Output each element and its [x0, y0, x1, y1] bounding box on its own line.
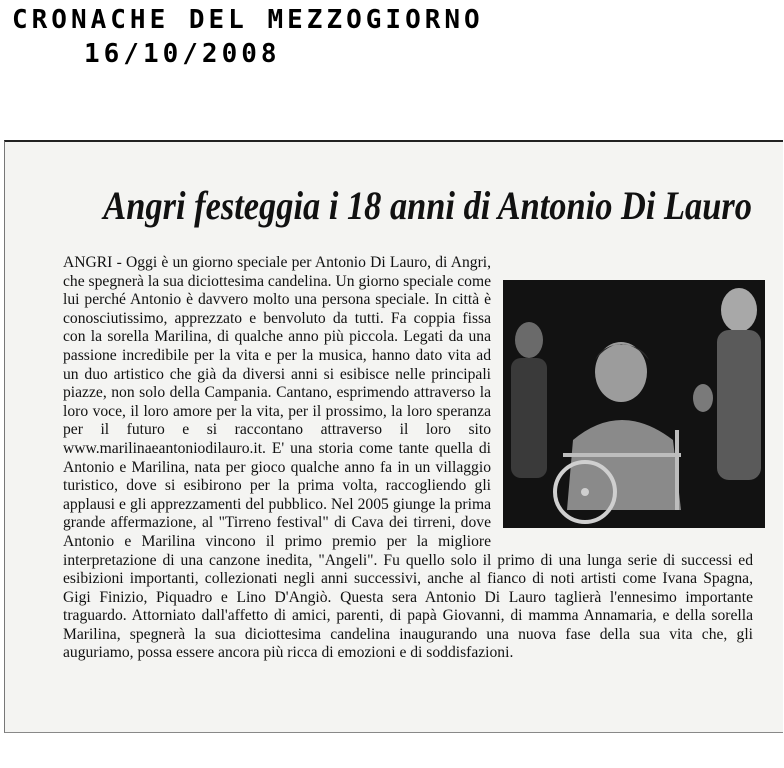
article-body: ANGRI - Oggi è un giorno speciale per Antonio Di Lauro, di Angri, che spegnerà la sua diciottesima candelina. Un giorno speciale come lui perché Antonio è davvero molto una persona speciale. In città è conosciutissimo, apprezzato e benvoluto da tutti. Fa coppia fissa con la sorella Marilina, di qualche anno più piccola. Legati da una passione incredibile per la vita e per la musica, hanno dato vita ad un duo artistico che già da diversi anni si esibisce nelle principali piazze, non solo della Campania. Cantano, esprimendo attraverso la loro voce, il loro amore per la vita, per il prossimo, la loro speranza per il futuro e si raccontano attraverso il loro sito www.marilinaeantoniodilauro.it. E' una storia come tante quella di Antonio e Marilina, nata per gioco qualche anno fa in un villaggio turistico, dove si esibirono per la prima volta, raccogliendo gli applausi e gli apprezzamenti del pubblico. Nel 2005 giunge la prima grande affermazione, al "Tirreno festival" di Cava dei tirreni, dove Antonio e Marilina vincono il primo premio per la migliore interpretazione di una canzone inedita, "Angeli". Fu quello solo il primo di una lunga serie di successi ed esibizioni importanti, collezionati negli anni successivi, anche al fianco di noti artisti come Ivana Spagna, Gigi Finizio, Piquadro e Lino D'Angiò. Questa sera Antonio Di Lauro taglierà l'ennesimo importante traguardo. Attorniato dall'affetto di amici, parenti, di papà Giovanni, di mamma Annamaria, e della sorella Marilina, spegnerà la sua diciottesima candelina inaugurando una nuova fase della sua vita che, gli auguriamo, possa essere ancora più ricca di emozioni e di soddisfazioni.: [63, 254, 753, 662]
masthead: [12, 4, 484, 70]
publication-name: CRONACHE DEL MEZZOGIORNO: [12, 5, 484, 35]
photo-illustration: [503, 280, 765, 528]
article-text: [63, 254, 753, 663]
article-photo: [503, 280, 765, 528]
newspaper-clipping: [4, 140, 783, 733]
publication-date: 16/10/2008: [84, 39, 281, 69]
article-headline: Angri festeggia i 18 anni di Antonio Di Lauro: [103, 183, 752, 228]
